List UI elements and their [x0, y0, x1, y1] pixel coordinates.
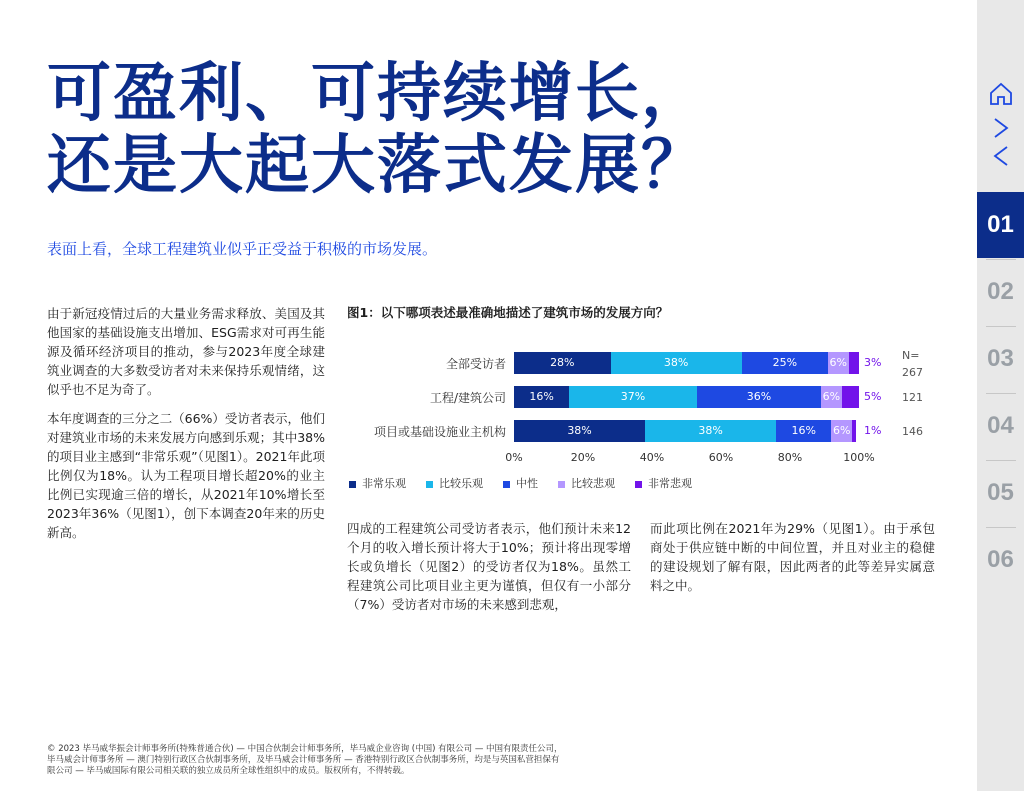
section-tab-02[interactable]: 02	[987, 278, 1014, 305]
legend-label: 比较悲观	[571, 477, 615, 490]
body-paragraph: 由于新冠疫情过后的大量业务需求释放、美国及其他国家的基础设施支出增加、ESG需求对可再生能源及循环经济项目的推动，参与2023年度全球建筑业调查的大多数受访者对未来保持乐观情绪，这似乎也不足为奇了。	[47, 306, 325, 397]
legend-item	[349, 475, 406, 491]
bar-segment: 6%	[821, 386, 842, 408]
legend-swatch	[558, 481, 565, 488]
legend-item	[426, 475, 483, 491]
sample-size-value: 267	[902, 366, 923, 379]
category-label: 项目或基础设施业主机构	[373, 425, 506, 439]
page-title	[47, 58, 947, 202]
body-paragraph: 本年度调查的三分之二（66%）受访者表示，他们对建筑业市场的未来发展方向感到乐观；其中38%的项目业主感到“非常乐观”（见图1）。2021年此项比例仅为18%。认为工程项目增长超20%的业主比例已实现逾三倍的增长，从2021年10%增长至2023年36%（见图1），创下本调查20年来的历史新高。	[47, 411, 325, 540]
home-icon[interactable]	[977, 80, 1024, 112]
legend-swatch	[635, 481, 642, 488]
body-paragraph: 四成的工程建筑公司受访者表示，他们预计未来12个月的收入增长预计将大于10%；预计将出现零增长或负增长（见图2）的受访者仅为18%。虽然工程建筑公司比项目业主更为谨慎，但仅有一小部分（7%）受访者对市场的未来感到悲观，	[347, 521, 631, 612]
legend-label: 比较乐观	[439, 477, 483, 490]
x-axis-tick: 40%	[639, 451, 665, 464]
section-tab-05[interactable]: 05	[987, 479, 1014, 506]
bar-segment: 6%	[828, 352, 849, 374]
section-divider	[986, 393, 1016, 394]
bar-segment: 28%	[514, 352, 611, 374]
bar-segment: 38%	[514, 420, 645, 442]
section-tab-04[interactable]: 04	[987, 412, 1014, 439]
sample-size-value: 146	[902, 425, 923, 438]
bar-segment	[852, 420, 855, 442]
body-column-right	[650, 519, 935, 605]
bar-segment: 37%	[569, 386, 697, 408]
footer-copyright: © 2023 毕马威华振会计师事务所(特殊普通合伙) — 中国合伙制会计师事务所，毕马威企业咨询 (中国) 有限公司 — 中国有限责任公司，毕马威会计师事务所 — 澳门特别行政区合伙制事务所，及毕马威会计师事务所 — 香港特别行政区合伙制事务所，均是与英国私营担保有限公司 — 毕马威国际有限公司相关联的独立成员所全球性组织中的成员。版权所有，不得转载。	[47, 744, 563, 776]
subtitle: 表面上看，全球工程建筑业似乎正受益于积极的市场发展。	[47, 240, 438, 258]
next-page-icon[interactable]	[977, 116, 1024, 144]
bar-segment: 25%	[742, 352, 828, 374]
category-label: 全部受访者	[445, 357, 506, 371]
sample-size-value: 121	[902, 391, 923, 404]
very-pessimistic-value-label: 3%	[864, 356, 882, 369]
x-axis-tick: 100%	[843, 451, 875, 464]
section-divider	[986, 460, 1016, 461]
very-pessimistic-value-label: 1%	[864, 424, 882, 437]
section-tab-01[interactable]: 01	[977, 192, 1024, 258]
legend-label: 非常乐观	[362, 477, 406, 490]
bar-segment	[842, 386, 859, 408]
bar-segment: 16%	[514, 386, 569, 408]
title-line-2: 还是大起大落式发展？	[47, 129, 707, 203]
x-axis-tick: 0%	[505, 451, 523, 464]
bar-segment: 38%	[645, 420, 776, 442]
legend-swatch	[426, 481, 433, 488]
legend-label: 非常悲观	[648, 477, 692, 490]
n-header: N=	[902, 349, 920, 362]
bar-segment: 6%	[831, 420, 852, 442]
body-paragraph: 而此项比例在2021年为29%（见图1）。由于承包商处于供应链中断的中间位置，并且对业主的稳健的建设规划了解有限，因此两者的此等差异实属意料之中。	[650, 521, 935, 593]
bar-segment: 38%	[611, 352, 742, 374]
section-divider	[986, 527, 1016, 528]
legend-item	[558, 475, 615, 491]
section-tab-06[interactable]: 06	[987, 546, 1014, 573]
title-line-1: 可盈利、可持续增长，	[47, 57, 707, 131]
body-column-left	[47, 304, 325, 552]
legend-swatch	[349, 481, 356, 488]
legend-label: 中性	[516, 477, 538, 490]
very-pessimistic-value-label: 5%	[864, 390, 882, 403]
section-divider	[986, 259, 1016, 260]
x-axis-tick: 60%	[708, 451, 734, 464]
chart-legend	[349, 475, 712, 491]
section-divider	[986, 326, 1016, 327]
figure-title: 图1：以下哪项表述最准确地描述了建筑市场的发展方向？	[347, 305, 669, 320]
legend-swatch	[503, 481, 510, 488]
bar-segment: 36%	[697, 386, 821, 408]
sidebar-nav	[977, 0, 1024, 791]
x-axis-tick: 80%	[777, 451, 803, 464]
bar-segment: 16%	[776, 420, 831, 442]
x-axis-tick: 20%	[570, 451, 596, 464]
category-label: 工程/建筑公司	[429, 391, 506, 405]
body-column-middle	[347, 519, 631, 624]
previous-page-icon[interactable]	[977, 144, 1024, 172]
legend-item	[503, 475, 538, 491]
bar-segment	[849, 352, 859, 374]
legend-item	[635, 475, 692, 491]
section-tab-03[interactable]: 03	[987, 345, 1014, 372]
